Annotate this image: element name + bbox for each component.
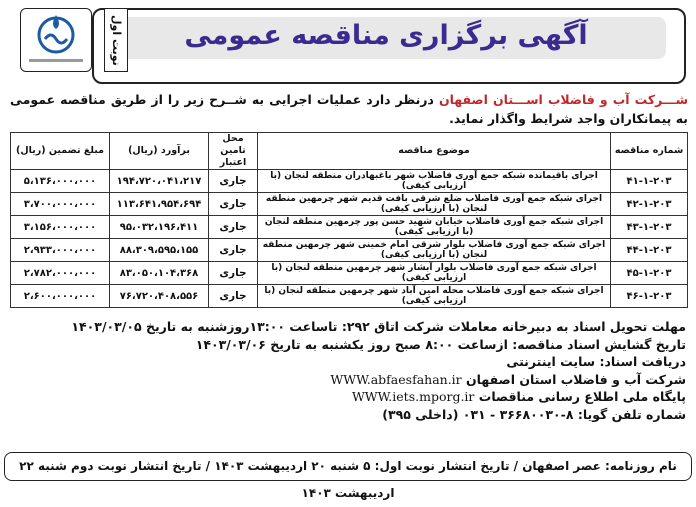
tender-guarantee: ۳،۷۰۰،۰۰۰،۰۰۰ <box>11 193 110 216</box>
tender-guarantee: ۵،۱۳۶،۰۰۰،۰۰۰ <box>11 170 110 193</box>
title-banner <box>106 17 666 59</box>
tender-source: جاری <box>209 193 258 216</box>
header-guarantee: مبلغ تضمین (ریال) <box>11 133 110 170</box>
tender-estimate: ۱۹۴،۷۲۰،۰۴۱،۲۱۷ <box>110 170 209 193</box>
tender-source: جاری <box>209 285 258 308</box>
tender-source: جاری <box>209 262 258 285</box>
site-line-1 <box>14 371 686 389</box>
opening-date: تاریخ گشایش اسناد مناقصه: ازساعت ۸:۰۰ صبح روز یکشنبه به تاریخ ۱۴۰۳/۰۳/۰۶ <box>195 336 686 352</box>
tender-estimate: ۹۵،۰۳۲،۱۹۶،۴۱۱ <box>110 216 209 239</box>
header-estimate: برآورد (ریال) <box>110 133 209 170</box>
table-row <box>11 285 688 308</box>
intro-paragraph <box>10 90 688 128</box>
tender-subject: اجرای شبکه جمع آوری فاضلاب محله امین آباد شهر چرمهین منطقه لنجان (با ارزیابی کیفی) <box>258 285 611 308</box>
tender-subject: اجرای شبکه جمع آوری فاضلاب بلوار آبشار شهر چرمهین منطقه لنجان (با ارزیابی کیفی) <box>258 262 611 285</box>
delivery-deadline: مهلت تحویل اسناد به دبیرخانه معاملات شرکت اتاق ۲۹۲: تاساعت ۱۳:۰۰روزشنبه به تاریخ ۱۴۰۳/۰۳/۰۵ <box>71 319 686 334</box>
table-header-row <box>11 133 688 170</box>
tender-number: ۴۲-۱-۲۰۳ <box>611 193 688 216</box>
page-title: آگهی برگزاری مناقصه عمومی <box>184 20 588 51</box>
table-row <box>11 239 688 262</box>
tender-guarantee: ۲،۹۳۳،۰۰۰،۰۰۰ <box>11 239 110 262</box>
header-subject: موضوع مناقصه <box>258 133 611 170</box>
water-drop-logo-icon <box>21 9 91 71</box>
tender-guarantee: ۲،۶۰۰،۰۰۰،۰۰۰ <box>11 285 110 308</box>
site-line-2 <box>14 388 686 406</box>
tender-subject: اجرای باقیمانده شبکه جمع آوری فاضلاب شهر باغبهادران منطقه لنجان (با ارزیابی کیفی) <box>258 170 611 193</box>
company-logo <box>20 8 92 72</box>
tender-table <box>10 132 688 308</box>
table-row <box>11 170 688 193</box>
company-name: شـــرکت آب و فاضلاب اســـتان اصفهان <box>438 92 688 107</box>
tender-details <box>14 318 686 423</box>
site2-link[interactable]: WWW.iets.mporg.ir <box>351 389 475 404</box>
intro-text: درنظر دارد عملیات اجرایی به شــرح زیر را از طریق مناقصه عمومی به پیمانکاران واجد شرایط واگذار نماید. <box>10 92 688 126</box>
site1-link[interactable]: WWW.abfaesfahan.ir <box>330 371 462 387</box>
tender-estimate: ۱۱۳،۶۴۱،۹۵۴،۶۹۴ <box>110 193 209 216</box>
table-row <box>11 262 688 285</box>
tender-guarantee: ۲،۷۸۲،۰۰۰،۰۰۰ <box>11 262 110 285</box>
tender-number: ۴۳-۱-۲۰۳ <box>611 216 688 239</box>
tender-subject: اجرای شبکه جمع آوری فاضلاب بلوار شرقی امام خمینی شهر چرمهین منطقه لنجان (با ارزیابی کیفی) <box>258 239 611 262</box>
site2-label: پایگاه ملی اطلاع رسانی مناقصات <box>478 389 686 404</box>
phone-line: شماره تلفن گویا: ۸-۳۶۶۸۰۰۳۰ - ۰۳۱ (داخلی ۳۹۵) <box>382 406 686 422</box>
publication-footer: نام روزنامه: عصر اصفهان / تاریخ انتشار نوبت اول: ۵ شنبه ۲۰ اردیبهشت ۱۴۰۳ / تاریخ انتشار نوبت دوم شنبه ۲۲ اردیبهشت ۱۴۰۳ <box>4 452 692 481</box>
tender-subject: اجرای شبکه جمع آوری فاضلاب ضلع شرقی بافت قدیم شهر چرمهین منطقه لنجان (با ارزیابی کیفی) <box>258 193 611 216</box>
tender-estimate: ۸۸،۳۰۹،۵۹۵،۱۵۵ <box>110 239 209 262</box>
tender-source: جاری <box>209 216 258 239</box>
tender-guarantee: ۳،۱۵۶،۰۰۰،۰۰۰ <box>11 216 110 239</box>
site1-label: شرکت آب و فاضلاب استان اصفهان <box>466 371 686 387</box>
tender-estimate: ۸۳،۰۵۰،۱۰۴،۳۶۸ <box>110 262 209 285</box>
tender-source: جاری <box>209 239 258 262</box>
header-number: شماره مناقصه <box>611 133 688 170</box>
tender-number: ۴۵-۱-۲۰۳ <box>611 262 688 285</box>
tender-source: جاری <box>209 170 258 193</box>
table-row <box>11 193 688 216</box>
header-source: محل تامین اعتبار <box>209 133 258 170</box>
tender-number: ۴۶-۱-۲۰۳ <box>611 285 688 308</box>
tender-subject: اجرای شبکه جمع آوری فاضلاب خیابان شهید حسن پور چرمهین منطقه لنجان (با ارزیابی کیفی) <box>258 216 611 239</box>
tender-number: ۴۴-۱-۲۰۳ <box>611 239 688 262</box>
header-box <box>92 8 686 84</box>
round-label: نوبت اول <box>104 8 128 72</box>
tender-estimate: ۷۶،۷۲۰،۴۰۸،۵۵۶ <box>110 285 209 308</box>
table-row <box>11 216 688 239</box>
tender-number: ۴۱-۱-۲۰۳ <box>611 170 688 193</box>
documents-receive: دریافت اسناد: سایت اینترنتی <box>506 354 686 369</box>
